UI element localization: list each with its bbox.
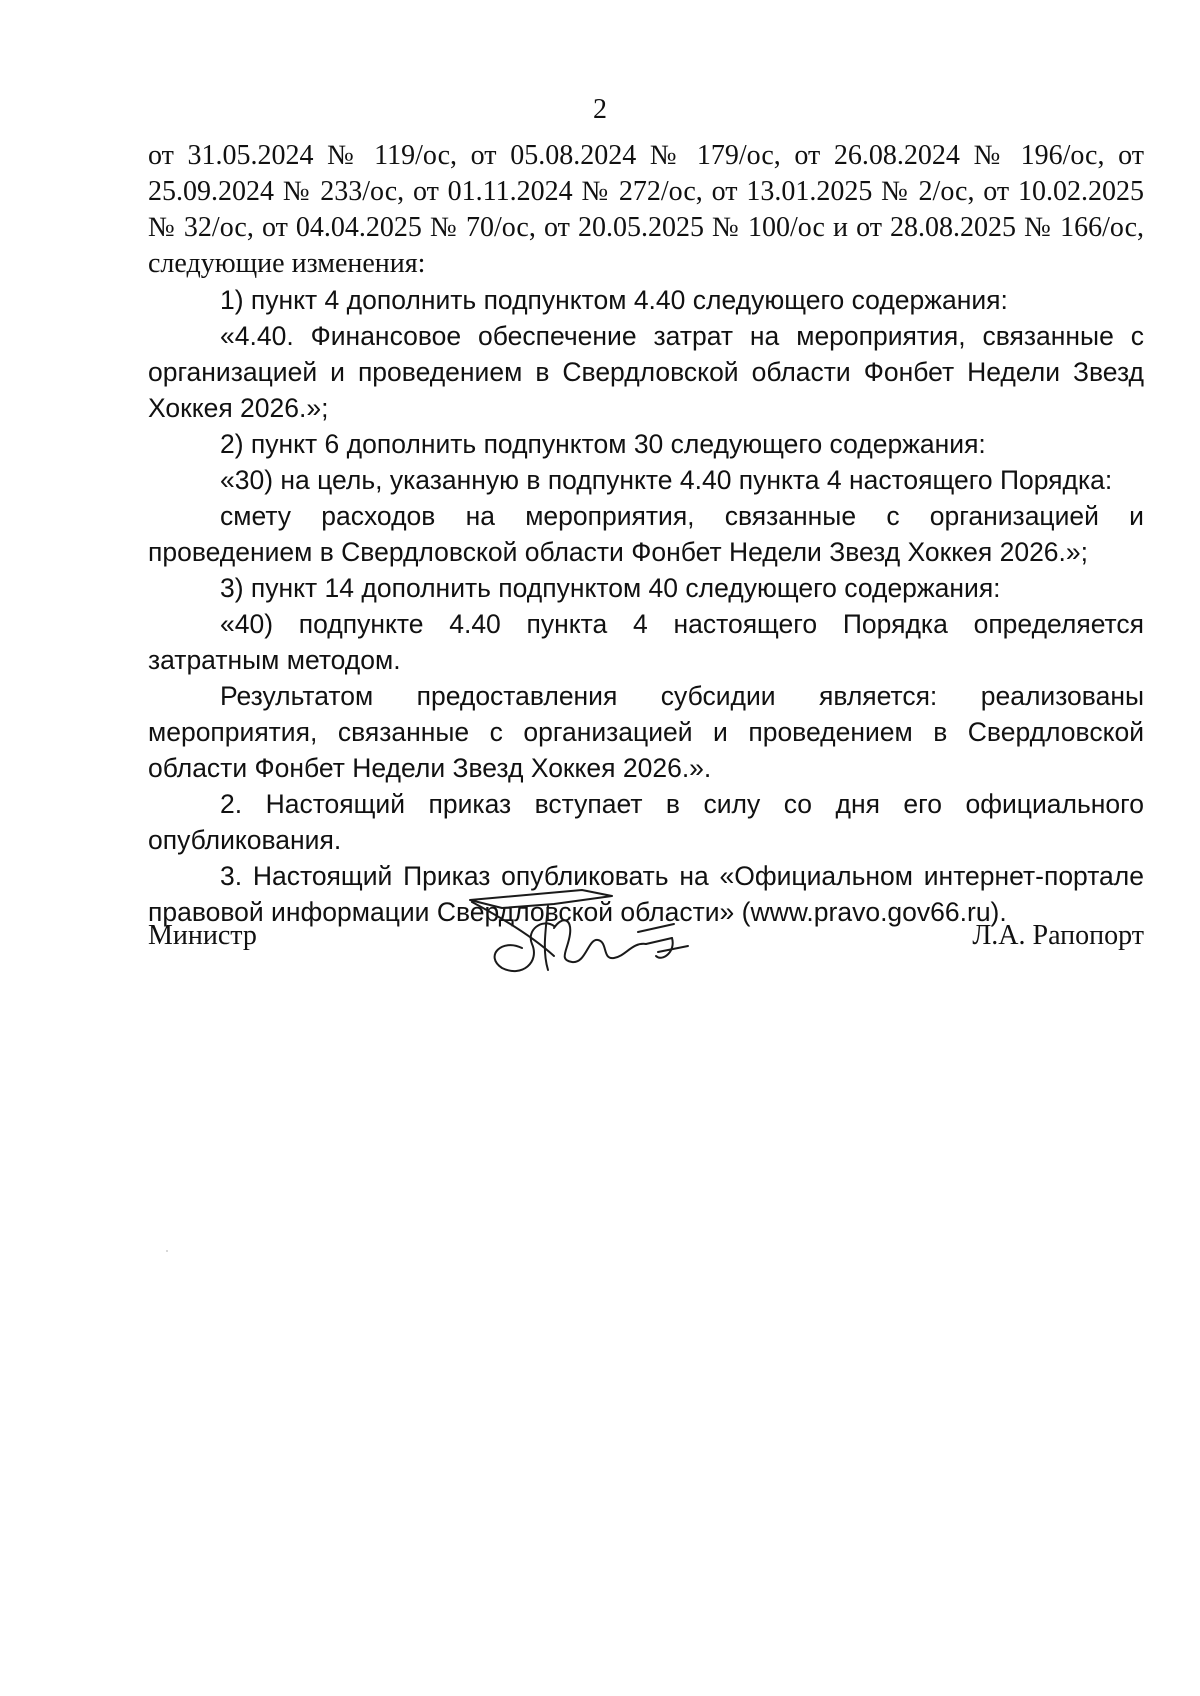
paragraph-quote-30: «30) на цель, указанную в подпункте 4.40 пункта 4 настоящего Порядка: bbox=[220, 465, 1113, 495]
paragraph-quote-4-40: «4.40. Финансовое обеспечение затрат на мероприятия, связанные с организацией и проведением в Свердловской области Фонбет Недели Звезд Хоккея 2026.»; bbox=[148, 321, 1144, 423]
scan-artifact bbox=[166, 1250, 168, 1252]
signer-title: Министр bbox=[148, 920, 257, 951]
paragraph-item-1: 1) пункт 4 дополнить подпунктом 4.40 следующего содержания: bbox=[220, 285, 1008, 315]
signer-name: Л.А. Рапопорт bbox=[972, 920, 1144, 951]
paragraph-publication: 3. Настоящий Приказ опубликовать на «Официальном интернет-портале правовой информации Свердловской области» (www.pravo.gov66.ru). bbox=[148, 861, 1144, 927]
paragraph-amendments-list: от 31.05.2024 № 119/ос, от 05.08.2024 № 179/ос, от 26.08.2024 № 196/ос, от 25.09.2024 № 233/ос, от 01.11.2024 № 272/ос, от 13.01.2025 № 2/ос, от 10.02.2025 № 32/ос, от 04.04.2025 № 70/ос, от 20.05.2025 № 100/ос и от 28.08.2025 № 166/ос, следующие изменения: bbox=[148, 140, 1144, 279]
page-number: 2 bbox=[593, 94, 607, 125]
signature-row bbox=[148, 918, 1144, 954]
paragraph-item-2: 2) пункт 6 дополнить подпунктом 30 следующего содержания: bbox=[220, 429, 986, 459]
paragraph-effective-date: 2. Настоящий приказ вступает в силу со дня его официального опубликования. bbox=[148, 789, 1144, 855]
paragraph-result: Результатом предоставления субсидии является: реализованы мероприятия, связанные с организацией и проведением в Свердловской области Фонбет Недели Звезд Хоккея 2026.». bbox=[148, 681, 1144, 783]
paragraph-quote-40: «40) подпункте 4.40 пункта 4 настоящего Порядка определяется затратным методом. bbox=[148, 609, 1144, 675]
paragraph-item-3: 3) пункт 14 дополнить подпунктом 40 следующего содержания: bbox=[220, 573, 1001, 603]
document-body bbox=[148, 138, 1144, 930]
paragraph-cost-estimate: смету расходов на мероприятия, связанные с организацией и проведением в Свердловской области Фонбет Недели Звезд Хоккея 2026.»; bbox=[148, 501, 1144, 567]
